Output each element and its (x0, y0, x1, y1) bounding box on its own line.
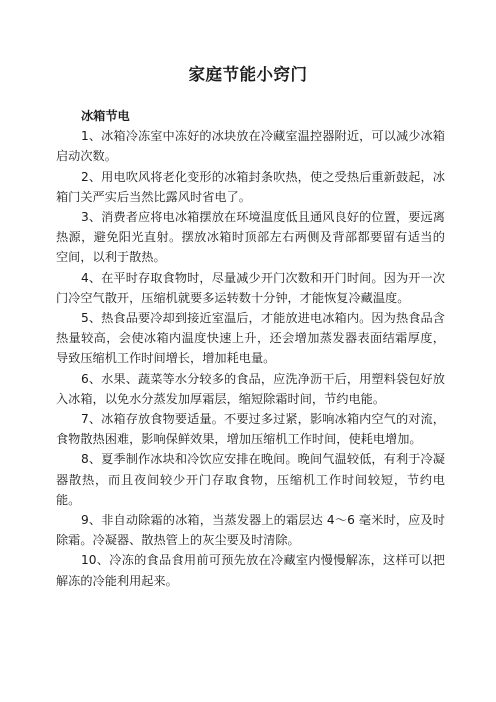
paragraph-2: 2、用电吹风将老化变形的冰箱封条吹热，使之受热后重新鼓起，冰箱门关严实后当然比露风时省电了。 (56, 169, 445, 204)
page-title: 家庭节能小窍门 (188, 65, 308, 84)
paragraph-1: 1、冰箱冷冻室中冻好的冰块放在冷藏室温控器附近，可以减少冰箱启动次数。 (56, 129, 445, 164)
paragraph-7: 7、冰箱存放食物要适量。不要过多过紧，影响冰箱内空气的对流，食物散热困难，影响保鲜效果，增加压缩机工作时间，使耗电增加。 (56, 412, 445, 447)
section-heading: 冰箱节电 (81, 109, 130, 123)
paragraph-6: 6、水果、蔬菜等水分较多的食品，应洗净沥干后，用塑料袋包好放入冰箱，以免水分蒸发加厚霜层，缩短除霜时间，节约电能。 (56, 371, 445, 406)
paragraph-5: 5、热食品要冷却到接近室温后，才能放进电冰箱内。因为热食品含热量较高，会使冰箱内温度快速上升，还会增加蒸发器表面结霜厚度，导致压缩机工作时间增长，增加耗电量。 (56, 311, 445, 366)
paragraph-10: 10、冷冻的食品食用前可预先放在冷藏室内慢慢解冻，这样可以把解冻的冷能利用起来。 (56, 553, 445, 588)
paragraph-3: 3、消费者应将电冰箱摆放在环境温度低且通风良好的位置，要远离热源，避免阳光直射。摆放冰箱时顶部左右两侧及背部都要留有适当的空间，以利于散热。 (56, 210, 445, 265)
document-body (56, 106, 445, 591)
paragraph-4: 4、在平时存取食物时，尽量减少开门次数和开门时间。因为开一次门冷空气散开，压缩机就要多运转数十分钟，才能恢复冷藏温度。 (56, 270, 445, 305)
paragraph-9: 9、非自动除霜的冰箱，当蒸发器上的霜层达 4～6 毫米时，应及时除霜。冷凝器、散热管上的灰尘要及时清除。 (56, 513, 445, 548)
paragraph-8: 8、夏季制作冰块和冷饮应安排在晚间。晚间气温较低，有利于冷凝器散热，而且夜间较少开门存取食物，压缩机工作时间较短，节约电能。 (56, 452, 445, 507)
